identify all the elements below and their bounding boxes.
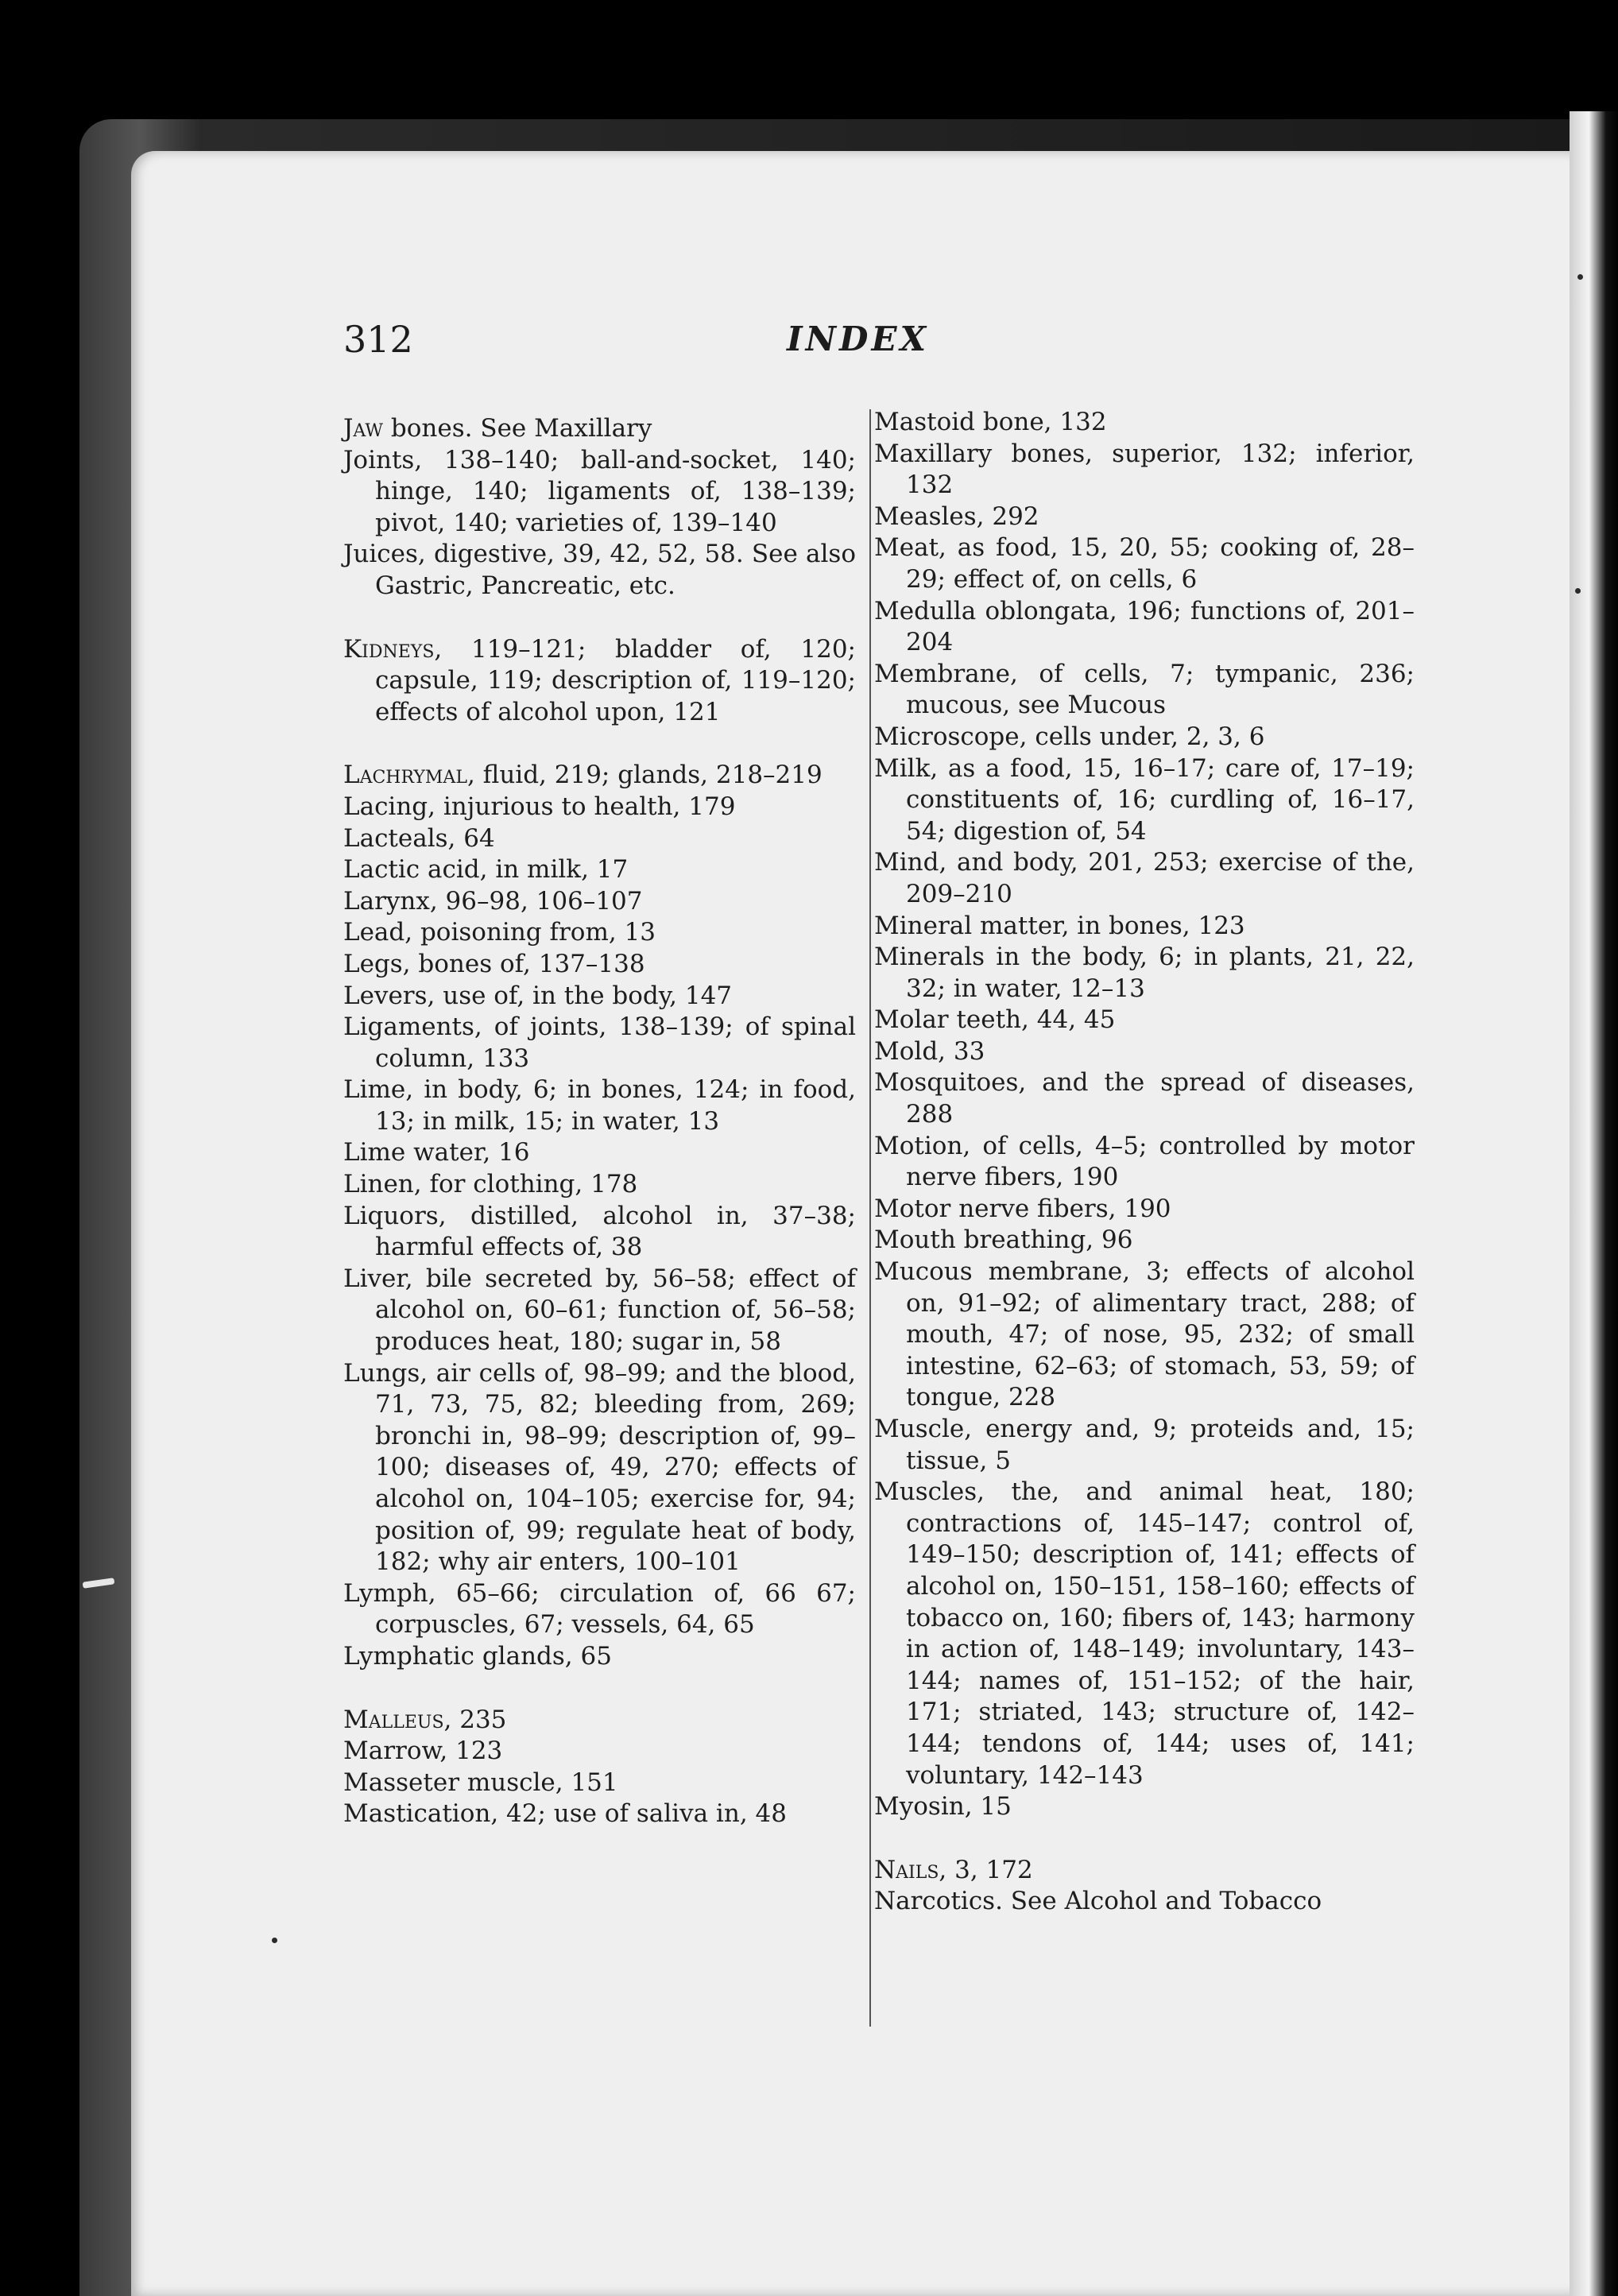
index-entry <box>343 917 856 949</box>
index-entry <box>343 1705 856 1737</box>
index-entry-text: Mold, 33 <box>874 1036 985 1066</box>
index-entry-text: Narcotics. See Alcohol and Tobacco <box>874 1887 1322 1916</box>
index-entry <box>343 760 856 792</box>
index-entry <box>874 942 1415 1005</box>
index-entry <box>343 1798 856 1830</box>
index-entry <box>343 949 856 981</box>
index-entry <box>343 823 856 855</box>
index-entry-text: Masseter muscle, 151 <box>343 1767 618 1797</box>
index-entry-text: Lacteals, 64 <box>343 823 495 853</box>
index-entry <box>343 1012 856 1074</box>
index-entry <box>874 1036 1415 1068</box>
index-entry <box>874 1791 1415 1823</box>
index-entry-text: Milk, as a food, 15, 16–17; care of, 17–19; constituents of, 16; curdling of, 16–17, 54; digestion of, 54 <box>874 753 1415 846</box>
index-entry <box>343 1736 856 1767</box>
index-entry-text: Medulla oblongata, 196; functions of, 201–204 <box>874 596 1415 657</box>
index-entry-text: Microscope, cells under, 2, 3, 6 <box>874 722 1265 751</box>
index-entry-text: Motion, of cells, 4–5; controlled by motor nerve fibers, 190 <box>874 1131 1415 1192</box>
index-entry-text: Motor nerve fibers, 190 <box>874 1194 1171 1223</box>
index-entry-text: Lymphatic glands, 65 <box>343 1641 612 1671</box>
index-entry <box>874 659 1415 722</box>
index-entry-text: Lime, in body, 6; in bones, 124; in food, 13; in milk, 15; in water, 13 <box>343 1075 856 1136</box>
running-head: INDEX <box>787 319 930 358</box>
index-entry <box>874 1067 1415 1130</box>
index-entry-text: Lungs, air cells of, 98–99; and the blood, 71, 73, 75, 82; bleeding from, 269; bronchi in, 98–99; description of, 99–100; diseases of, 49, 270; effects of alcohol on, 104–105; exercise for, 94; position of, 99; regulate heat of body, 182; why air enters, 100–101 <box>343 1358 856 1577</box>
index-entry <box>343 1169 856 1201</box>
index-entry <box>343 1264 856 1358</box>
margin-speck <box>1575 588 1581 594</box>
index-entry <box>874 596 1415 659</box>
index-entry-text: , fluid, 219; glands, 218–219 <box>466 761 823 790</box>
facing-page-edge <box>1570 111 1618 2296</box>
index-entry-text: Linen, for clothing, 178 <box>343 1170 638 1199</box>
index-entry <box>874 532 1415 595</box>
index-entry-text: Mind, and body, 201, 253; exercise of the, 209–210 <box>874 848 1415 908</box>
index-entry-text: Minerals in the body, 6; in plants, 21, 22, 32; in water, 12–13 <box>874 943 1415 1003</box>
index-entry <box>874 847 1415 910</box>
section-gap <box>343 1673 856 1705</box>
index-entry <box>874 1194 1415 1225</box>
index-column-left <box>343 413 856 1830</box>
index-letter-head: Jaw <box>343 414 384 443</box>
page-number: 312 <box>343 318 413 361</box>
index-entry <box>343 1137 856 1169</box>
index-entry <box>874 1886 1415 1918</box>
index-entry-text: Mouth breathing, 96 <box>874 1225 1133 1255</box>
index-entry-text: Muscles, the, and animal heat, 180; contractions of, 145–147; control of, 149–150; description of, 141; effects of alcohol on, 150–151, 158–160; effects of tobacco on, 160; fibers of, 143; harmony in action of, 148–149; involuntary, 143–144; names of, 151–152; of the hair, 171; striated, 143; structure of, 142–144; tendons of, 144; uses of, 141; voluntary, 142–143 <box>874 1477 1415 1790</box>
index-entry <box>343 886 856 918</box>
index-entry <box>874 1256 1415 1414</box>
section-gap <box>343 728 856 760</box>
index-entry-text: Myosin, 15 <box>874 1792 1012 1822</box>
index-entry-text: Muscle, energy and, 9; proteids and, 15; tissue, 5 <box>874 1415 1415 1475</box>
index-entry-text: Lead, poisoning from, 13 <box>343 918 656 947</box>
index-entry-text: , 3, 172 <box>939 1855 1033 1884</box>
index-entry <box>343 1074 856 1137</box>
index-entry <box>874 722 1415 753</box>
index-entry-text: Liver, bile secreted by, 56–58; effect of alcohol on, 60–61; function of, 56–58; produces heat, 180; sugar in, 58 <box>343 1264 856 1357</box>
index-entry <box>874 501 1415 533</box>
index-entry <box>343 1578 856 1641</box>
section-gap <box>343 602 856 634</box>
index-entry <box>874 1414 1415 1477</box>
index-entry-text: Lacing, injurious to health, 179 <box>343 792 736 821</box>
index-entry-text: Lymph, 65–66; circulation of, 66 67; corpuscles, 67; vessels, 64, 65 <box>343 1578 856 1640</box>
index-entry-text: Ligaments, of joints, 138–139; of spinal column, 133 <box>343 1012 856 1073</box>
index-entry <box>343 854 856 886</box>
index-entry-text: bones. See Maxillary <box>383 414 652 443</box>
index-entry-text: Levers, use of, in the body, 147 <box>343 981 733 1010</box>
index-entry <box>343 981 856 1012</box>
index-entry <box>343 445 856 540</box>
index-entry-text: Mosquitoes, and the spread of diseases, 288 <box>874 1068 1415 1129</box>
index-entry <box>343 792 856 823</box>
index-entry <box>874 911 1415 943</box>
index-entry-text: Marrow, 123 <box>343 1737 503 1766</box>
index-entry <box>874 439 1415 501</box>
index-entry-text: Mucous membrane, 3; effects of alcohol on, 91–92; of alimentary tract, 288; of mouth, 47; of nose, 95, 232; of small intestine, 62–63; of stomach, 53, 59; of tongue, 228 <box>874 1257 1415 1412</box>
index-entry-text: Maxillary bones, superior, 132; inferior, 132 <box>874 439 1415 500</box>
index-entry-text: , 119–121; bladder of, 120; capsule, 119; description of, 119–120; effects of alcohol upon, 121 <box>375 634 856 726</box>
index-entry <box>343 1641 856 1673</box>
index-entry-text: Membrane, of cells, 7; tympanic, 236; mucous, see Mucous <box>874 659 1415 720</box>
index-entry-text: Lactic acid, in milk, 17 <box>343 855 629 885</box>
index-entry <box>343 1767 856 1799</box>
index-entry <box>874 753 1415 848</box>
margin-speck <box>1577 274 1583 280</box>
index-letter-head: Kidneys <box>343 634 435 664</box>
margin-speck <box>272 1938 277 1943</box>
index-entry-text: , 235 <box>443 1705 507 1734</box>
index-entry <box>874 1225 1415 1256</box>
index-letter-head: Nails <box>874 1855 939 1884</box>
index-entry <box>874 1477 1415 1791</box>
index-entry-text: Mastication, 42; use of saliva in, 48 <box>343 1799 787 1829</box>
index-entry-text: Meat, as food, 15, 20, 55; cooking of, 28–29; effect of, on cells, 6 <box>874 533 1415 594</box>
index-entry <box>343 634 856 729</box>
index-entry-text: Molar teeth, 44, 45 <box>874 1005 1116 1035</box>
index-entry <box>343 413 856 445</box>
column-divider <box>869 409 871 2027</box>
index-entry <box>874 407 1415 439</box>
index-entry <box>343 1201 856 1264</box>
index-entry-text: Larynx, 96–98, 106–107 <box>343 886 643 916</box>
index-entry-text: Mastoid bone, 132 <box>874 408 1107 436</box>
section-gap <box>874 1823 1415 1855</box>
index-entry <box>343 1358 856 1578</box>
index-entry-text: Lime water, 16 <box>343 1138 530 1167</box>
index-letter-head: Lachrymal <box>343 761 467 790</box>
index-column-right <box>874 407 1415 1918</box>
index-entry-text: Joints, 138–140; ball-and-socket, 140; hinge, 140; ligaments of, 138–139; pivot, 140; varieties of, 139–140 <box>343 445 856 537</box>
index-entry <box>874 1131 1415 1194</box>
index-entry-text: Mineral matter, in bones, 123 <box>874 911 1245 940</box>
index-entry <box>874 1005 1415 1036</box>
index-entry <box>343 539 856 602</box>
index-entry-text: Measles, 292 <box>874 501 1039 531</box>
index-entry-text: Juices, digestive, 39, 42, 52, 58. See also Gastric, Pancreatic, etc. <box>343 540 856 600</box>
index-entry-text: Legs, bones of, 137–138 <box>343 949 645 978</box>
index-letter-head: Malleus <box>343 1705 444 1734</box>
index-entry <box>874 1855 1415 1887</box>
index-entry-text: Liquors, distilled, alcohol in, 37–38; harmful effects of, 38 <box>343 1201 856 1262</box>
